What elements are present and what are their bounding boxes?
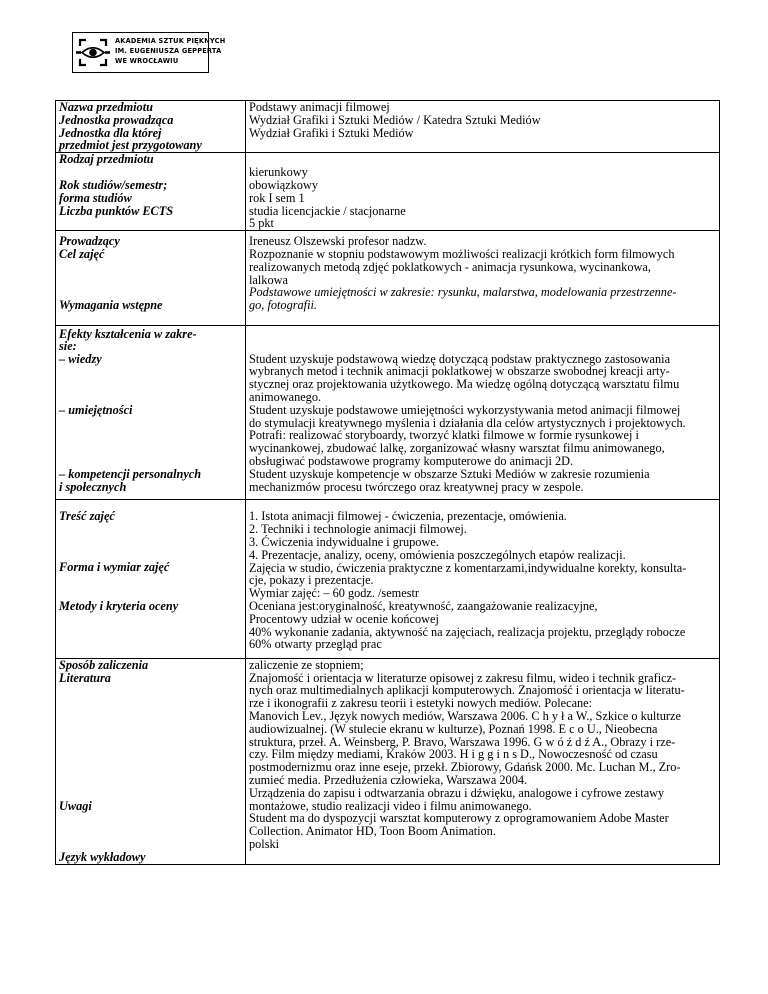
field-label <box>56 231 246 325</box>
value-text: Wydział Grafiki i Sztuki Mediów / Katedra Sztuki Mediów <box>249 112 541 127</box>
field-label <box>56 153 246 231</box>
eye-emblem-icon <box>73 33 113 72</box>
label-text: Rodzaj przedmiotu <box>59 152 154 167</box>
value-text: 1. Istota animacji filmowej - ćwiczenia, prezentacje, omówienia. <box>249 509 567 524</box>
value-text: 3. Ćwiczenia indywidualne i grupowe. <box>249 534 439 549</box>
value-text: rze i ikonografii z zakresu teorii i estetyki nowych mediów. Polecane: <box>249 696 593 711</box>
course-syllabus-table <box>55 100 720 865</box>
table-row <box>56 325 720 500</box>
value-text: audiowizualnej. (W stulecie ekranu w kulturze), Poznań 1998. E c o U., Nieobecna <box>249 721 658 736</box>
logo-line: AKADEMIA SZTUK PIĘKNYCH <box>115 37 226 45</box>
field-label <box>56 500 246 658</box>
value-text: Podstawowe umiejętności w zakresie: rysunku, malarstwa, modelowania przestrzenne- <box>249 285 677 300</box>
label-text: Uwagi <box>59 799 92 814</box>
field-label <box>56 101 246 153</box>
value-text: obowiązkowy <box>249 177 318 192</box>
label-text: Jednostka prowadząca <box>59 112 174 127</box>
value-text: Student uzyskuje kompetencje w obszarze Sztuki Mediów w zakresie rozumienia <box>249 466 650 481</box>
institution-logo <box>72 32 226 73</box>
label-text: Efekty kształcenia w zakre- <box>59 326 197 341</box>
label-text: Język wykładowy <box>59 850 146 865</box>
value-text: studia licencjackie / stacjonarne <box>249 203 406 218</box>
value-text: rok I sem 1 <box>249 190 305 205</box>
label-text: Prowadzący <box>59 234 120 249</box>
label-text: Literatura <box>59 670 111 685</box>
field-value <box>246 658 720 864</box>
table-row <box>56 500 720 658</box>
label-text: Nazwa przedmiotu <box>59 100 153 114</box>
value-text: Podstawy animacji filmowej <box>249 100 390 114</box>
label-text: Wymagania wstępne <box>59 297 163 312</box>
value-text: go, fotografii. <box>249 298 317 313</box>
label-text: Jednostka dla której <box>59 125 162 140</box>
value-text: postmodernizmu oraz inne eseje, przekł. Zbiorowy, Gdańsk 2000. Mc. Luchan M., Zro- <box>249 760 681 775</box>
value-text: do stymulacji kreatywnego myślenia i działania dla celów artystycznych i projektowych. <box>249 415 686 430</box>
value-text: Student uzyskuje podstawowe umiejętności wykorzystywania metod animacji filmowej <box>249 402 681 417</box>
value-text: Wymiar zajęć: – 60 godz. /semestr <box>249 586 419 601</box>
value-text: zumieć media. Przedłużenia człowieka, Warszawa 2004. <box>249 772 528 787</box>
value-text: cje, pokazy i prezentacje. <box>249 573 374 588</box>
value-text: Znajomość i orientacja w literaturze opisowej z zakresu filmu, wideo i technik graficz- <box>249 670 677 685</box>
value-text: Manovich Lev., Język nowych mediów, Warszawa 2006. C h y ł a W., Szkice o kulturze <box>249 708 681 723</box>
value-text: Collection. Animator HD, Toon Boom Animation. <box>249 824 496 839</box>
value-text: stycznej oraz projektowania użytkowego. Ma wiedzę ogólną dotyczącą warsztatu filmu <box>249 377 680 392</box>
label-text: Treść zajęć <box>59 509 115 524</box>
value-text: 4. Prezentacje, analizy, oceny, omówienia poszczególnych etapów realizacji. <box>249 547 626 562</box>
value-text: wycinankowej, zbudować lalkę, zorganizować własny warsztat filmu animowanego, <box>249 441 665 456</box>
value-text: Zajęcia w studio, ćwiczenia praktyczne z komentarzami,indywidualne korekty, konsulta- <box>249 560 687 575</box>
label-text: – kompetencji personalnych <box>59 466 202 481</box>
value-text: 2. Techniki i technologie animacji filmowej. <box>249 522 467 537</box>
table-row <box>56 231 720 325</box>
label-text: Liczba punktów ECTS <box>59 203 174 218</box>
field-value <box>246 500 720 658</box>
value-text: montażowe, studio realizacji video i filmu animowanego. <box>249 798 532 813</box>
value-text: Urządzenia do zapisu i odtwarzania obrazu i dźwięku, analogowe i cyfrowe zestawy <box>249 785 665 800</box>
value-text: zaliczenie ze stopniem; <box>249 658 364 672</box>
field-value <box>246 231 720 325</box>
field-value <box>246 101 720 153</box>
value-text: mechanizmów procesu twórczego oraz kreatywnej pracy w zespole. <box>249 479 584 494</box>
value-text: Student uzyskuje podstawową wiedzę dotyczącą podstaw praktycznego zastosowania <box>249 351 671 366</box>
value-text: obsługiwać podstawowe programy komputerowe do animacji 2D. <box>249 453 574 468</box>
field-label <box>56 658 246 864</box>
logo-line: IM. EUGENIUSZA GEPPERTA <box>115 47 222 55</box>
label-text: i społecznych <box>59 479 127 494</box>
field-value <box>246 325 720 500</box>
value-text: nych oraz multimedialnych aplikacji komputerowych. Znajomość i orientacja w literatu- <box>249 683 685 698</box>
label-text: – umiejętności <box>59 402 133 417</box>
field-label <box>56 325 246 500</box>
value-text: wybranych metod i technik animacji poklatkowej w obszarze swobodnej kreacji arty- <box>249 364 670 379</box>
label-text: Sposób zaliczenia <box>59 658 149 672</box>
value-text: Student ma do dyspozycji warsztat komputerowy z oprogramowaniem Adobe Master <box>249 811 669 826</box>
value-text: kierunkowy <box>249 165 308 180</box>
value-text: struktura, przeł. A. Weinsberg, P. Bravo, Warszawa 1996. G w ó ź d ź A., Obrazy i rze- <box>249 734 676 749</box>
value-text: 60% otwarty przegląd prac <box>249 637 382 652</box>
value-text: animowanego. <box>249 389 322 404</box>
table-row <box>56 153 720 231</box>
value-text: Potrafi: realizować storyboardy, tworzyć klatki filmowe w formie rysunkowej i <box>249 428 639 443</box>
logo-line: WE WROCŁAWIU <box>115 57 179 65</box>
label-text: Cel zajęć <box>59 246 105 261</box>
value-text: 40% wykonanie zadania, aktywność na zajęciach, realizacja projektu, przeglądy robocze <box>249 624 686 639</box>
label-text: Forma i wymiar zajęć <box>59 560 170 575</box>
value-text: Rozpoznanie w stopniu podstawowym możliwości realizacji krótkich form filmowych <box>249 246 675 261</box>
label-text: sie: <box>59 339 77 354</box>
table-row <box>56 658 720 864</box>
value-text: realizowanych metodą zdjęć poklatkowych - animacja rysunkowa, wycinankowa, <box>249 259 651 274</box>
value-text: czy. Film między mediami, Kraków 2003. H i g g i n s D., Nowoczesność od czasu <box>249 747 658 762</box>
field-value <box>246 153 720 231</box>
logo-text <box>115 36 225 66</box>
value-text: Wydział Grafiki i Sztuki Mediów <box>249 125 414 140</box>
value-text: lalkowa <box>249 272 288 287</box>
value-text: 5 pkt <box>249 216 274 231</box>
label-text: – wiedzy <box>59 352 102 367</box>
value-text: Oceniana jest:oryginalność, kreatywność, zaangażowanie realizacyjne, <box>249 598 598 613</box>
label-text: Rok studiów/semestr; <box>59 177 168 192</box>
label-text: Metody i kryteria oceny <box>59 598 179 613</box>
label-text: forma studiów <box>59 190 132 205</box>
label-text: przedmiot jest przygotowany <box>59 138 202 153</box>
value-text: Procentowy udział w ocenie końcowej <box>249 611 439 626</box>
value-text: polski <box>249 836 280 851</box>
value-text: Ireneusz Olszewski profesor nadzw. <box>249 234 427 249</box>
table-row <box>56 101 720 153</box>
